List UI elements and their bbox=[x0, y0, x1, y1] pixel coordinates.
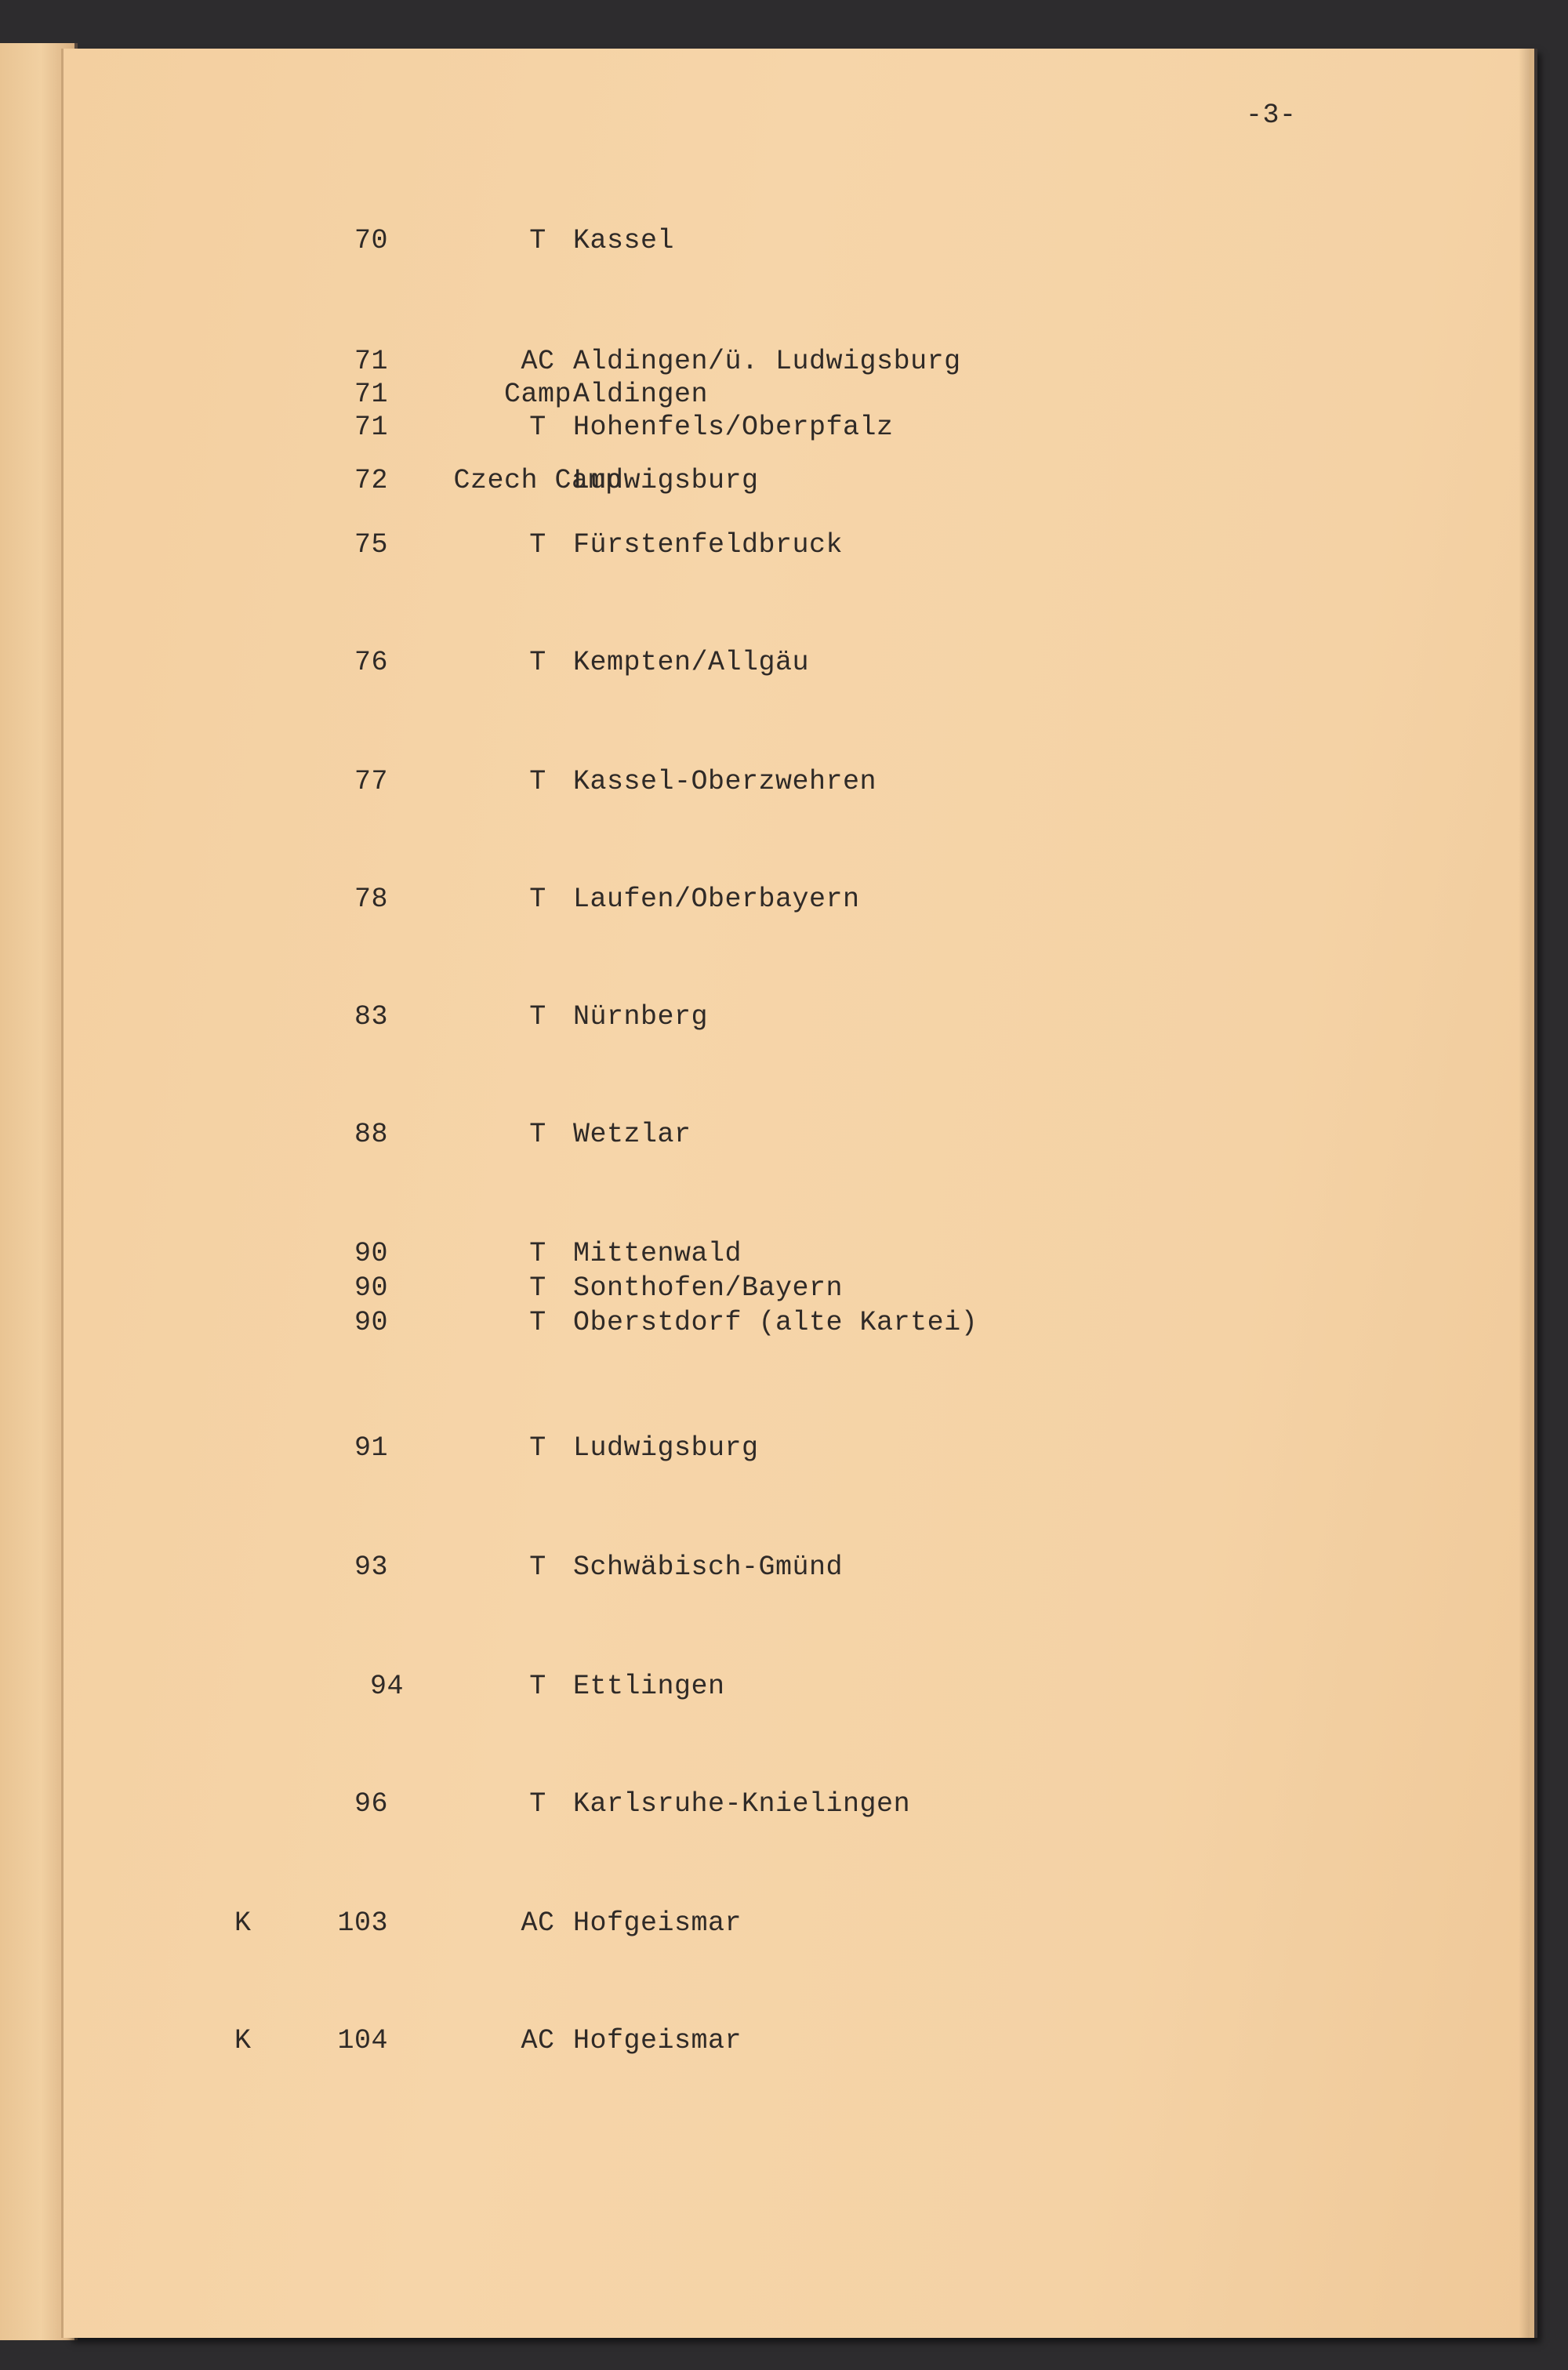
row-number: 90 bbox=[354, 1272, 388, 1304]
row-location: Aldingen bbox=[573, 379, 709, 410]
row-location: Ludwigsburg bbox=[573, 1432, 759, 1464]
row-type: T bbox=[529, 766, 546, 797]
row-location: Kempten/Allgäu bbox=[573, 647, 810, 678]
row-number: 90 bbox=[354, 1238, 388, 1269]
row-number: 104 bbox=[337, 2025, 388, 2056]
row-type: T bbox=[529, 1272, 546, 1304]
row-location: Fürstenfeldbruck bbox=[573, 529, 844, 561]
row-number: 83 bbox=[354, 1001, 388, 1033]
row-number: 77 bbox=[354, 766, 388, 797]
document-page bbox=[61, 49, 1530, 2338]
row-location: Ludwigsburg bbox=[573, 465, 759, 496]
row-type: AC bbox=[521, 2025, 555, 2056]
row-type: T bbox=[529, 529, 546, 561]
row-location: Sonthofen/Bayern bbox=[573, 1272, 844, 1304]
row-number: 72 bbox=[354, 465, 388, 496]
row-number: 75 bbox=[354, 529, 388, 561]
row-location: Kassel-Oberzwehren bbox=[573, 766, 877, 797]
row-number: 70 bbox=[354, 225, 388, 256]
row-location: Hofgeismar bbox=[573, 1907, 742, 1939]
row-number: 76 bbox=[354, 647, 388, 678]
page-number: -3- bbox=[1246, 100, 1297, 131]
row-number: 71 bbox=[354, 346, 388, 377]
row-type: Camp bbox=[503, 379, 572, 410]
row-prefix: K bbox=[234, 1907, 252, 1939]
row-number: 103 bbox=[337, 1907, 388, 1939]
row-type: T bbox=[529, 1001, 546, 1033]
row-type: AC bbox=[521, 1907, 555, 1939]
row-type: T bbox=[529, 1552, 546, 1583]
row-location: Laufen/Oberbayern bbox=[573, 884, 860, 915]
row-number: 90 bbox=[354, 1307, 388, 1338]
row-number: 71 bbox=[354, 379, 388, 410]
row-prefix: K bbox=[234, 2025, 252, 2056]
row-location: Hohenfels/Oberpfalz bbox=[573, 412, 894, 443]
row-type: T bbox=[529, 1119, 546, 1150]
row-number: 94 bbox=[369, 1671, 404, 1702]
row-location: Schwäbisch-Gmünd bbox=[573, 1552, 844, 1583]
row-type: T bbox=[529, 647, 546, 678]
row-type: AC bbox=[521, 346, 555, 377]
row-type: T bbox=[529, 225, 546, 256]
row-number: 96 bbox=[354, 1788, 388, 1820]
row-location: Kassel bbox=[573, 225, 675, 256]
row-location: Hofgeismar bbox=[573, 2025, 742, 2056]
row-location: Mittenwald bbox=[573, 1238, 742, 1269]
row-location: Aldingen/ü. Ludwigsburg bbox=[573, 346, 961, 377]
row-type: T bbox=[529, 1238, 546, 1269]
row-type: T bbox=[529, 884, 546, 915]
row-type: T bbox=[529, 412, 546, 443]
row-location: Nürnberg bbox=[573, 1001, 709, 1033]
row-number: 78 bbox=[354, 884, 388, 915]
row-number: 91 bbox=[354, 1432, 388, 1464]
row-location: Wetzlar bbox=[573, 1119, 691, 1150]
page-edge-shadow bbox=[1519, 49, 1530, 2338]
row-location: Ettlingen bbox=[573, 1671, 725, 1702]
row-type: T bbox=[529, 1307, 546, 1338]
row-type: T bbox=[529, 1671, 546, 1702]
row-number: 71 bbox=[354, 412, 388, 443]
row-number: 93 bbox=[354, 1552, 388, 1583]
row-number: 88 bbox=[354, 1119, 388, 1150]
row-location: Karlsruhe-Knielingen bbox=[573, 1788, 911, 1820]
row-location: Oberstdorf (alte Kartei) bbox=[573, 1307, 978, 1338]
row-type: T bbox=[529, 1432, 546, 1464]
row-type: T bbox=[529, 1788, 546, 1820]
row-type: Czech Camp bbox=[453, 465, 622, 496]
